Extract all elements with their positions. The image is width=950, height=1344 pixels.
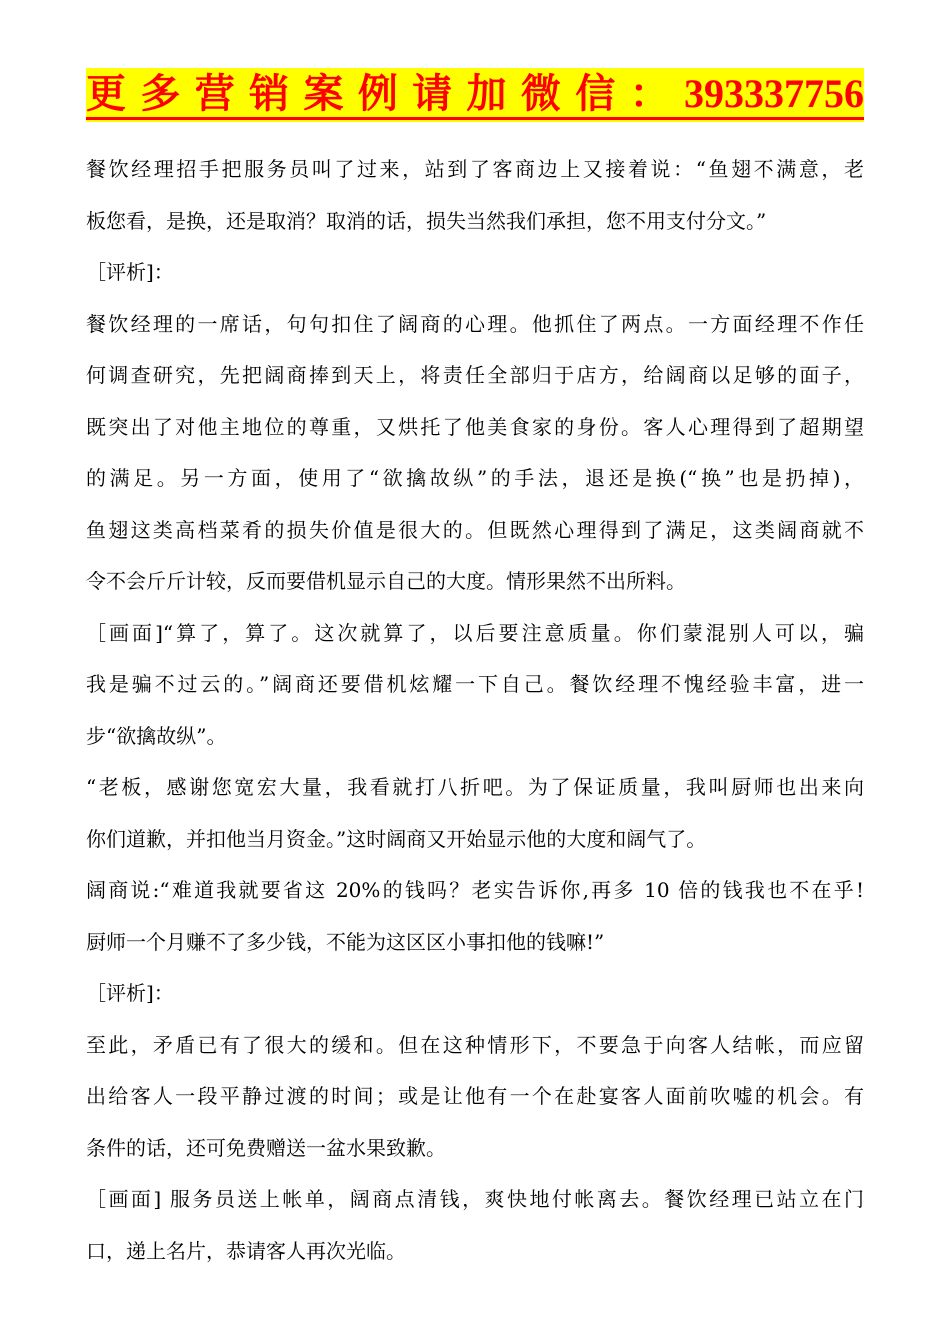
text-line: 出给客人一段平静过渡的时间；或是让他有一个在赴宴客人面前吹嘘的机会。有 — [86, 1084, 864, 1108]
section-label: ［评析]： — [86, 981, 174, 1005]
text-line: 你们道歉，并扣他当月资金。”这时阔商又开始显示他的大度和阔气了。 — [86, 826, 707, 851]
text-line: ［画面]“算了，算了。这次就算了，以后要注意质量。你们蒙混别人可以，骗 — [86, 620, 864, 645]
promo-banner-underline — [86, 117, 864, 120]
text-line: 厨师一个月赚不了多少钱，不能为这区区小事扣他的钱嘛!” — [86, 929, 605, 954]
text-line: 阔商说:“难道我就要省这 20%的钱吗？老实告诉你,再多 10 倍的钱我也不在乎! — [86, 878, 864, 902]
text-line: 条件的话，还可免费赠送一盆水果致歉。 — [86, 1135, 446, 1160]
text-line: 步“欲擒故纵”。 — [86, 723, 227, 748]
promo-banner — [86, 68, 864, 122]
text-line: 口，递上名片，恭请客人再次光临。 — [86, 1238, 406, 1263]
text-line: 餐饮经理招手把服务员叫了过来，站到了客商边上又接着说：“鱼翅不满意，老 — [86, 157, 864, 181]
text-line: 餐饮经理的一席话，句句扣住了阔商的心理。他抓住了两点。一方面经理不作任 — [86, 311, 864, 336]
text-line: 的满足。另一方面，使用了“欲擒故纵”的手法，退还是换(“换”也是扔掉)， — [86, 466, 864, 490]
section-label: ［评析]： — [86, 260, 174, 284]
text-line: 板您看，是换，还是取消？取消的话，损失当然我们承担，您不用支付分文。” — [86, 208, 767, 233]
text-line: “老板，感谢您宽宏大量，我看就打八折吧。为了保证质量，我叫厨师也出来向 — [86, 775, 864, 799]
text-line: 至此，矛盾已有了很大的缓和。但在这种情形下，不要急于向客人结帐，而应留 — [86, 1032, 864, 1057]
text-line: 何调查研究，先把阔商捧到天上，将责任全部归于店方，给阔商以足够的面子， — [86, 363, 864, 387]
promo-banner-text: 更多营销案例请加微信：393337756 — [86, 71, 864, 116]
text-line: 令不会斤斤计较，反而要借机显示自己的大度。情形果然不出所料。 — [86, 569, 686, 593]
document-body — [86, 150, 864, 1283]
text-line: 我是骗不过云的。”阔商还要借机炫耀一下自己。餐饮经理不愧经验丰富，进一 — [86, 672, 864, 696]
text-line: 鱼翅这类高档菜肴的损失价值是很大的。但既然心理得到了满足，这类阔商就不 — [86, 517, 864, 542]
text-line: 既突出了对他主地位的尊重，又烘托了他美食家的身份。客人心理得到了超期望 — [86, 414, 864, 439]
text-line: ［画面] 服务员送上帐单，阔商点清钱，爽快地付帐离去。餐饮经理已站立在门 — [86, 1187, 864, 1211]
